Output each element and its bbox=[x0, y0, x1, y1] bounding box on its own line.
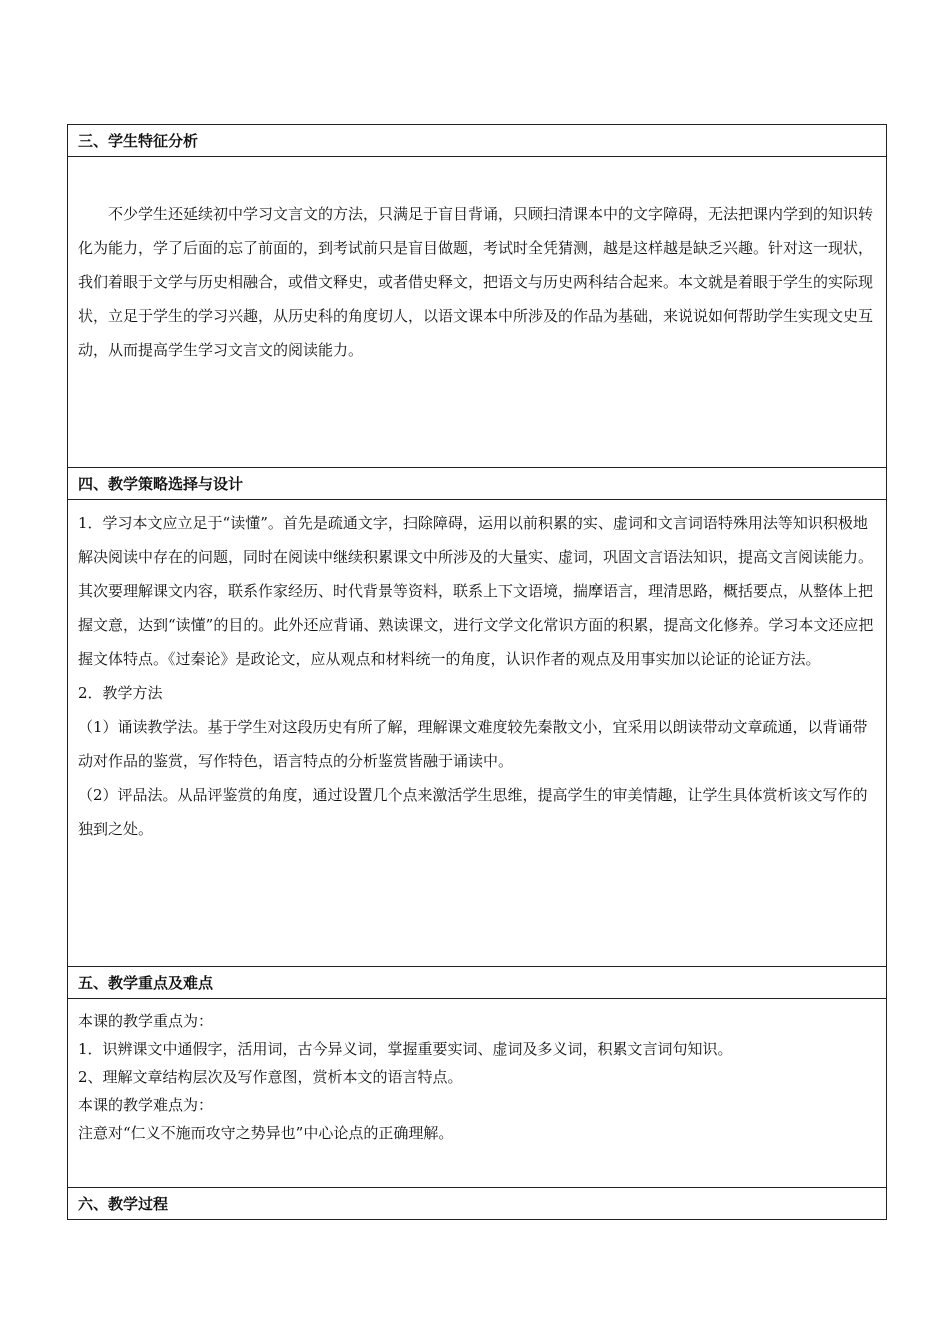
section-header-row bbox=[68, 125, 887, 157]
section-title-student-analysis: 三、学生特征分析 bbox=[68, 125, 887, 157]
section-body-row bbox=[68, 999, 887, 1188]
key-points-line-4: 本课的教学难点为： bbox=[78, 1096, 214, 1114]
strategy-paragraph-4: （2）评品法。从品评鉴赏的角度，通过设置几个点来激活学生思维，提高学生的审美情趣，让学生具体赏析该文写作的独到之处。 bbox=[78, 786, 868, 838]
section-title-teaching-strategy: 四、教学策略选择与设计 bbox=[68, 468, 887, 500]
strategy-paragraph-1: 1．学习本文应立足于“读懂”。首先是疏通文字，扫除障碍，运用以前积累的实、虚词和文言词语特殊用法等知识积极地解决阅读中存在的问题，同时在阅读中继续积累课文中所涉及的大量实、虚词，巩固文言语法知识，提高文言阅读能力。其次要理解课文内容，联系作家经历、时代背景等资料，联系上下文语境，揣摩语言，理清思路，概括要点，从整体上把握文意，达到“读懂”的目的。此外还应背诵、熟读课文，进行文学文化常识方面的积累，提高文化修养。学习本文还应把握文体特点。《过秦论》是政论文，应从观点和材料统一的角度，认识作者的观点及用事实加以论证的论证方法。 bbox=[78, 514, 874, 668]
strategy-paragraph-3: （1）诵读教学法。基于学生对这段历史有所了解，理解课文难度较先秦散文小，宜采用以朗读带动文章疏通，以背诵带动对作品的鉴赏，写作特色，语言特点的分析鉴赏皆融于诵读中。 bbox=[78, 718, 868, 770]
key-points-line-2: 1．识辨课文中通假字，活用词，古今异义词，掌握重要实词、虚词及多义词，积累文言词句知识。 bbox=[78, 1040, 733, 1058]
strategy-paragraph-2: 2．教学方法 bbox=[78, 684, 163, 702]
key-points-line-3: 2、理解文章结构层次及写作意图，赏析本文的语言特点。 bbox=[78, 1068, 463, 1086]
section-header-row bbox=[68, 1188, 887, 1220]
lesson-plan-table bbox=[67, 124, 887, 1220]
student-analysis-paragraph: 不少学生还延续初中学习文言文的方法，只满足于盲目背诵，只顾扫清课本中的文字障碍，无法把课内学到的知识转化为能力，学了后面的忘了前面的，到考试前只是盲目做题，考试时全凭猜测，越是这样越是缺乏兴趣。针对这一现状，我们着眼于文学与历史相融合，或借文释史，或者借史释文，把语文与历史两科结合起来。本文就是着眼于学生的实际现状，立足于学生的学习兴趣，从历史科的角度切人，以语文课本中所涉及的作品为基础，来说说如何帮助学生实现文史互动，从而提高学生学习文言文的阅读能力。 bbox=[78, 205, 874, 359]
section-body-row bbox=[68, 500, 887, 967]
section-header-row bbox=[68, 967, 887, 999]
teaching-strategy-body bbox=[68, 500, 887, 967]
key-points-line-5: 注意对“仁义不施而攻守之势异也”中心论点的正确理解。 bbox=[78, 1124, 454, 1142]
key-points-line-1: 本课的教学重点为： bbox=[78, 1012, 214, 1030]
section-header-row bbox=[68, 468, 887, 500]
section-title-key-points: 五、教学重点及难点 bbox=[68, 967, 887, 999]
key-points-body bbox=[68, 999, 887, 1188]
section-body-row bbox=[68, 157, 887, 468]
section-title-teaching-process: 六、教学过程 bbox=[68, 1188, 887, 1220]
student-analysis-body bbox=[68, 157, 887, 468]
